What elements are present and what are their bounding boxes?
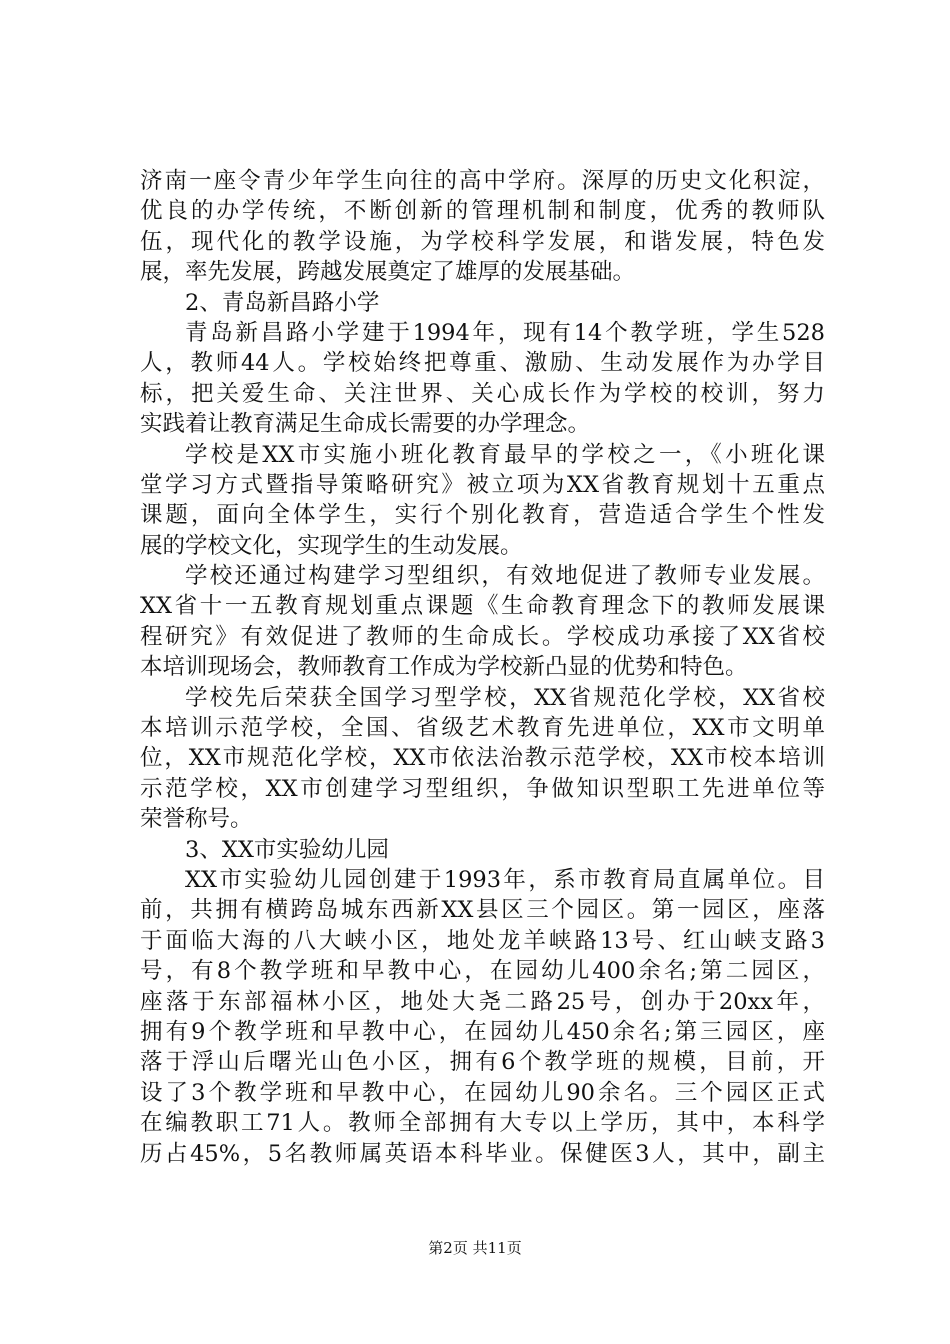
text-line: 标，把关爱生命、关注世界、关心成长作为学校的校训，努力 bbox=[140, 380, 825, 407]
text-line: 在编教职工71人。教师全部拥有大专以上学历，其中，本科学 bbox=[140, 1110, 825, 1137]
text-line: 前，共拥有横跨岛城东西新XX县区三个园区。第一园区，座落 bbox=[140, 897, 825, 924]
text-line: 人，教师44人。学校始终把尊重、激励、生动发展作为办学目 bbox=[140, 350, 825, 377]
text-line: 位，XX市规范化学校，XX市依法治教示范学校，XX市校本培训 bbox=[140, 745, 825, 772]
page-footer: 第2页 共11页 bbox=[428, 1239, 522, 1257]
text-line: 优良的办学传统，不断创新的管理机制和制度，优秀的教师队 bbox=[140, 198, 825, 225]
text-line: 2、青岛新昌路小学 bbox=[185, 289, 380, 316]
text-line: XX省十一五教育规划重点课题《生命教育理念下的教师发展课 bbox=[140, 593, 825, 620]
text-line: 座落于东部福林小区，地处大尧二路25号，创办于20xx年， bbox=[140, 988, 825, 1015]
text-line: 伍，现代化的教学设施，为学校科学发展，和谐发展，特色发 bbox=[140, 228, 825, 255]
text-line: 展，率先发展，跨越发展奠定了雄厚的发展基础。 bbox=[140, 259, 636, 286]
text-line: 拥有9个教学班和早教中心，在园幼儿450余名;第三园区，座 bbox=[140, 1018, 825, 1045]
text-line: 展的学校文化，实现学生的生动发展。 bbox=[140, 532, 523, 559]
text-line: 程研究》有效促进了教师的生命成长。学校成功承接了XX省校 bbox=[140, 623, 825, 650]
text-line: 示范学校，XX市创建学习型组织，争做知识型职工先进单位等 bbox=[140, 775, 825, 802]
text-line: 学校先后荣获全国学习型学校，XX省规范化学校，XX省校 bbox=[185, 684, 825, 711]
document-body bbox=[140, 166, 825, 1169]
text-line: 课题，面向全体学生，实行个别化教育，营造适合学生个性发 bbox=[140, 502, 825, 529]
text-line: 落于浮山后曙光山色小区，拥有6个教学班的规模，目前，开 bbox=[140, 1049, 825, 1076]
text-line: 本培训示范学校，全国、省级艺术教育先进单位，XX市文明单 bbox=[140, 715, 825, 742]
text-line: XX市实验幼儿园创建于1993年，系市教育局直属单位。目 bbox=[185, 866, 825, 893]
text-line: 济南一座令青少年学生向往的高中学府。深厚的历史文化积淀， bbox=[140, 168, 825, 194]
text-line: 学校还通过构建学习型组织，有效地促进了教师专业发展。 bbox=[185, 563, 825, 590]
text-line: 荣誉称号。 bbox=[140, 806, 253, 833]
text-line: 历占45%，5名教师属英语本科毕业。保健医3人，其中，副主 bbox=[140, 1140, 825, 1167]
text-line: 堂学习方式暨指导策略研究》被立项为XX省教育规划十五重点 bbox=[140, 471, 825, 498]
text-line: 设了3个教学班和早教中心，在园幼儿90余名。三个园区正式 bbox=[140, 1079, 825, 1106]
text-line: 学校是XX市实施小班化教育最早的学校之一，《小班化课 bbox=[185, 441, 825, 468]
text-line: 本培训现场会，教师教育工作成为学校新凸显的优势和特色。 bbox=[140, 654, 748, 681]
text-line: 于面临大海的八大峡小区，地处龙羊峡路13号、红山峡支路3 bbox=[140, 927, 825, 954]
text-line: 3、XX市实验幼儿园 bbox=[185, 836, 389, 863]
text-line: 青岛新昌路小学建于1994年，现有14个教学班，学生528 bbox=[185, 319, 825, 346]
text-line: 实践着让教育满足生命成长需要的办学理念。 bbox=[140, 411, 591, 438]
text-line: 号，有8个教学班和早教中心，在园幼儿400余名;第二园区， bbox=[140, 958, 825, 985]
